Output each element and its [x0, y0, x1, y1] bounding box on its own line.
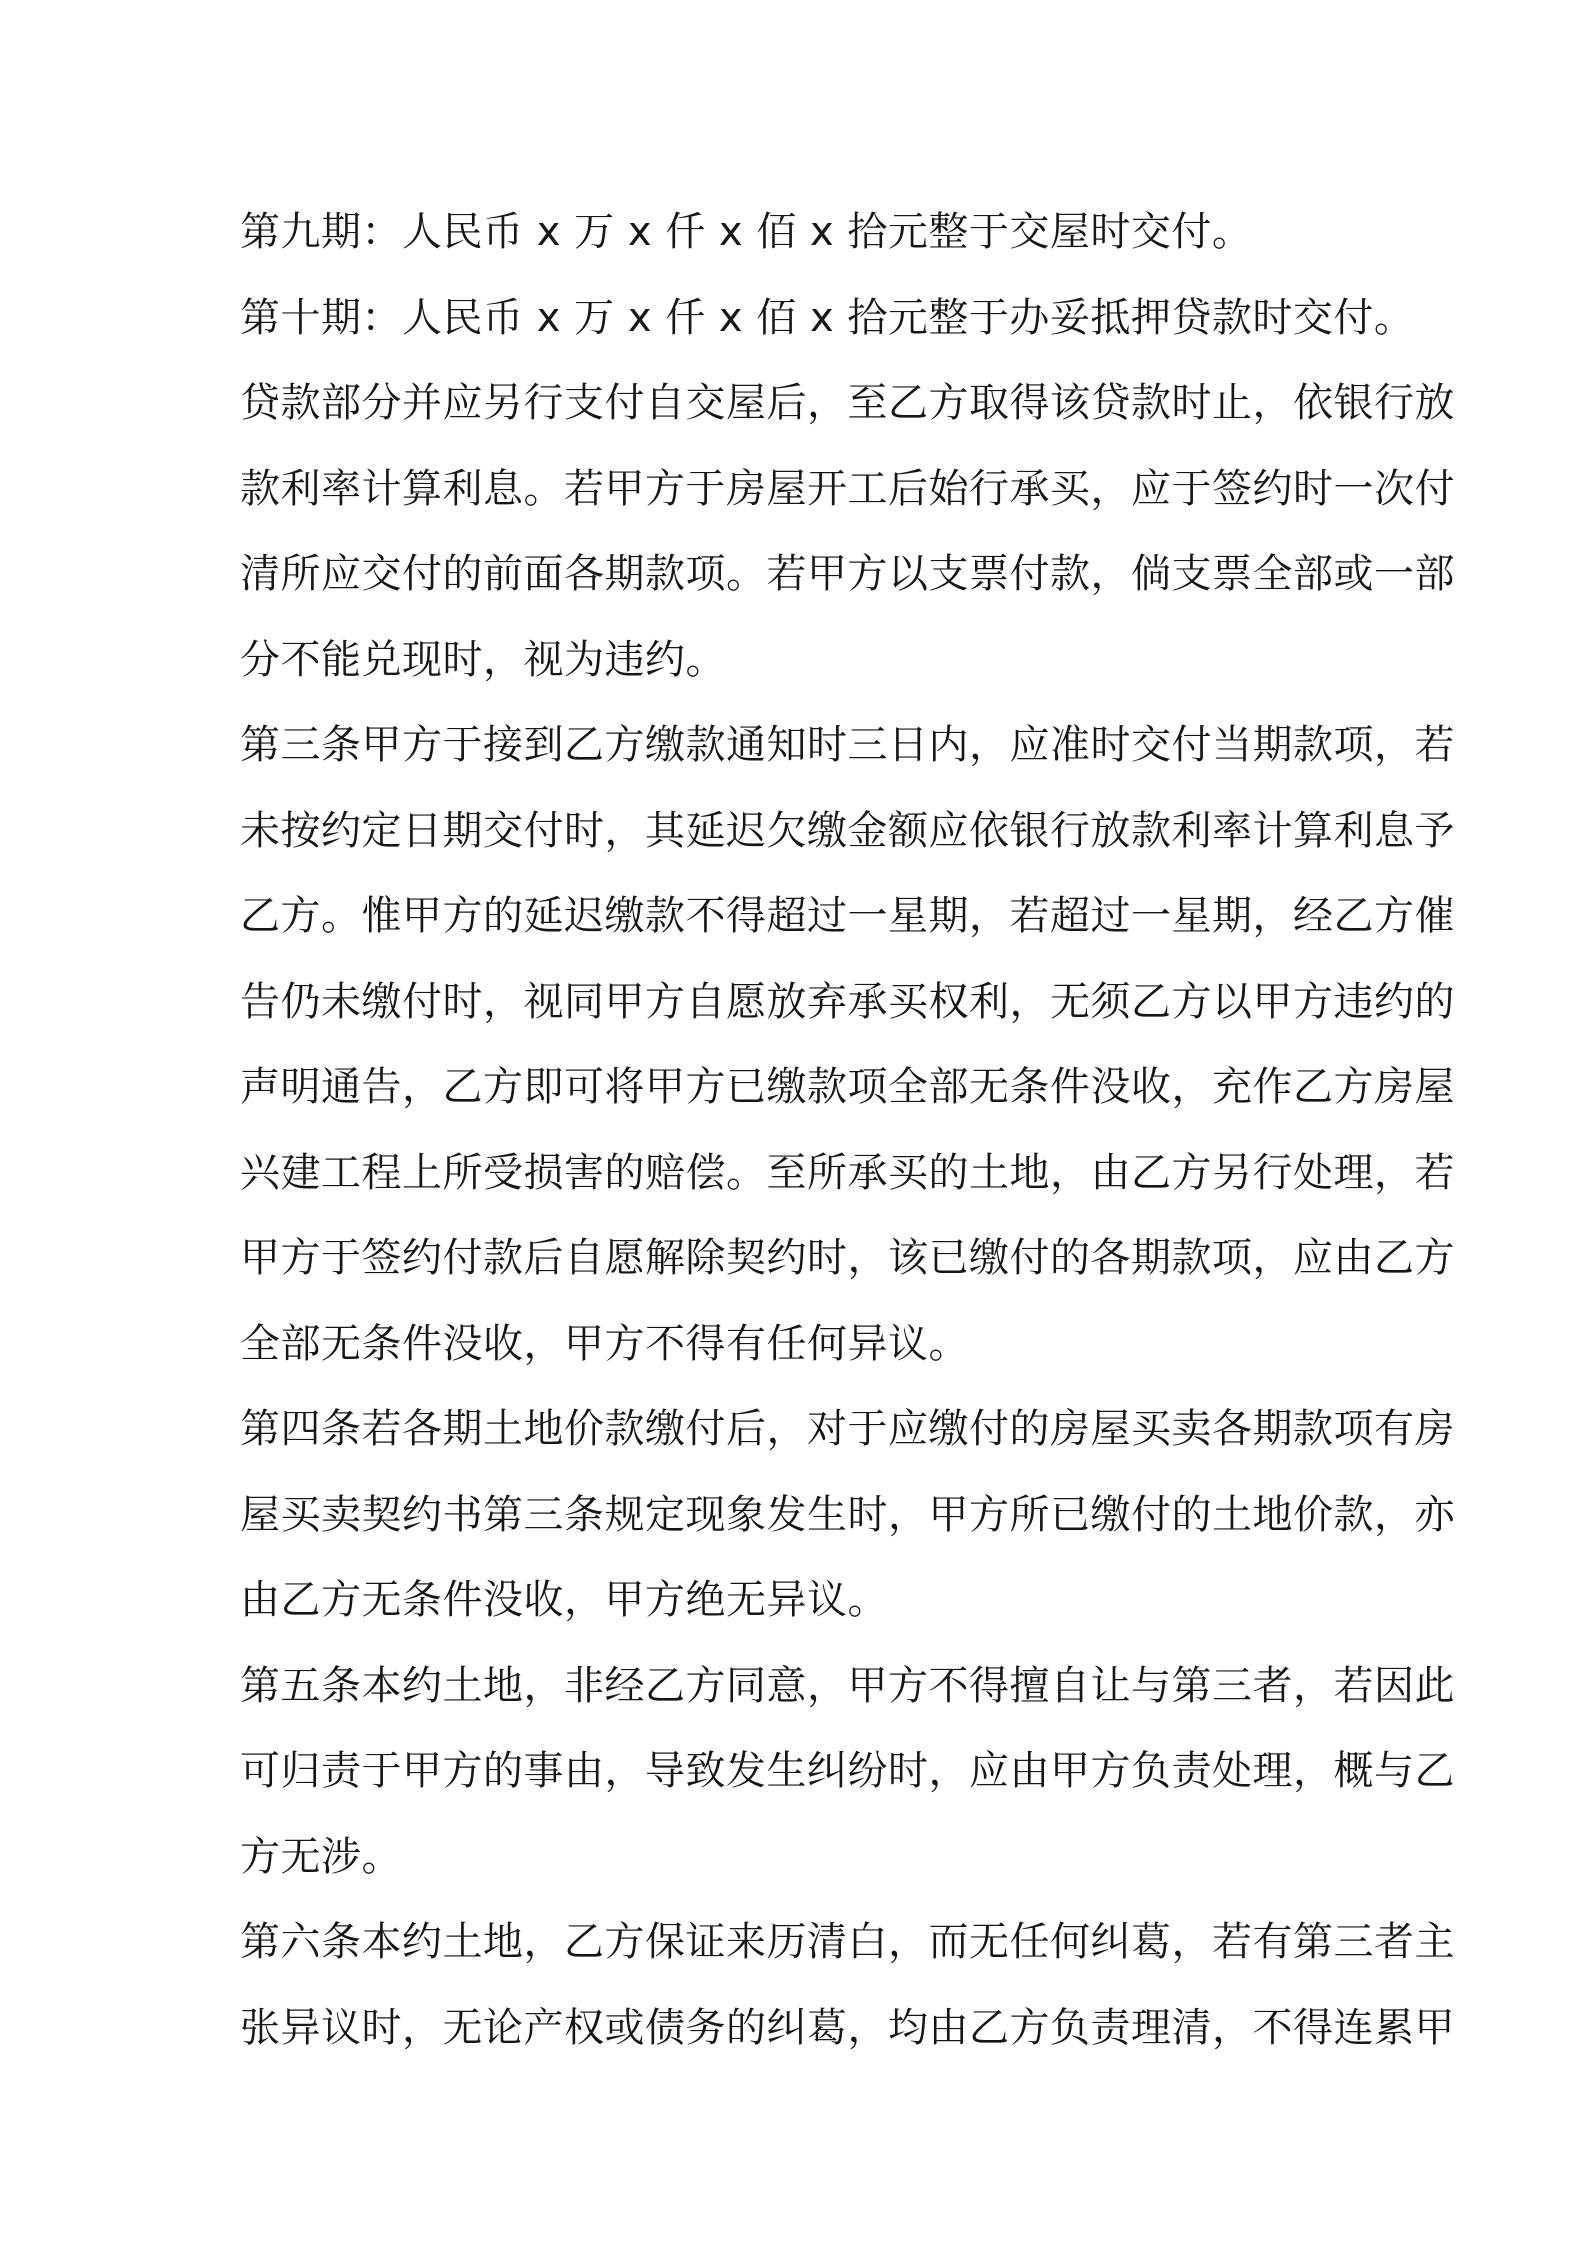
text-line: 乙方。惟甲方的延迟缴款不得超过一星期，若超过一星期，经乙方催: [240, 893, 1455, 939]
text-line: 告仍未缴付时，视同甲方自愿放弃承买权利，无须乙方以甲方违约的: [240, 978, 1455, 1025]
text-line: 甲方于签约付款后自愿解除契约时，该已缴付的各期款项，应由乙方: [240, 1235, 1455, 1281]
text-line: 可归责于甲方的事由，导致发生纠纷时，应由甲方负责处理，概与乙: [240, 1748, 1455, 1794]
text-line: 第九期：人民币 x 万 x 仟 x 佰 x 拾元整于交屋时交付。: [240, 209, 1253, 255]
text-line: 张异议时，无论产权或债务的纠葛，均由乙方负责理清，不得连累甲: [240, 2004, 1455, 2051]
text-line: 由乙方无条件没收，甲方绝无异议。: [240, 1577, 888, 1623]
text-line: 清所应交付的前面各期款项。若甲方以支票付款，倘支票全部或一部: [240, 551, 1455, 597]
text-line: 贷款部分并应另行支付自交屋后，至乙方取得该贷款时止，依银行放: [240, 380, 1455, 426]
text-line: 全部无条件没收，甲方不得有任何异议。: [240, 1320, 969, 1367]
text-line: 第十期：人民币 x 万 x 仟 x 佰 x 拾元整于办妥抵押贷款时交付。: [240, 294, 1415, 341]
text-line: 第三条甲方于接到乙方缴款通知时三日内，应准时交付当期款项，若: [240, 722, 1455, 768]
text-line: 第四条若各期土地价款缴付后，对于应缴付的房屋买卖各期款项有房: [240, 1406, 1455, 1452]
text-line: 方无涉。: [240, 1833, 402, 1880]
text-line: 第五条本约土地，非经乙方同意，甲方不得擅自让与第三者，若因此: [240, 1662, 1455, 1709]
text-line: 未按约定日期交付时，其延迟欠缴金额应依银行放款利率计算利息予: [240, 807, 1455, 854]
text-line: 声明通告，乙方即可将甲方已缴款项全部无条件没收，充作乙方房屋: [240, 1064, 1455, 1110]
text-line: 屋买卖契约书第三条规定现象发生时，甲方所已缴付的土地价款，亦: [240, 1491, 1455, 1538]
text-line: 分不能兑现时，视为违约。: [240, 636, 726, 683]
document-body: [240, 190, 1455, 2071]
text-line: 兴建工程上所受损害的赔偿。至所承买的土地，由乙方另行处理，若: [240, 1149, 1455, 1196]
text-line: 款利率计算利息。若甲方于房屋开工后始行承买，应于签约时一次付: [240, 465, 1455, 512]
text-line: 第六条本约土地，乙方保证来历清白，而无任何纠葛，若有第三者主: [240, 1919, 1455, 1965]
